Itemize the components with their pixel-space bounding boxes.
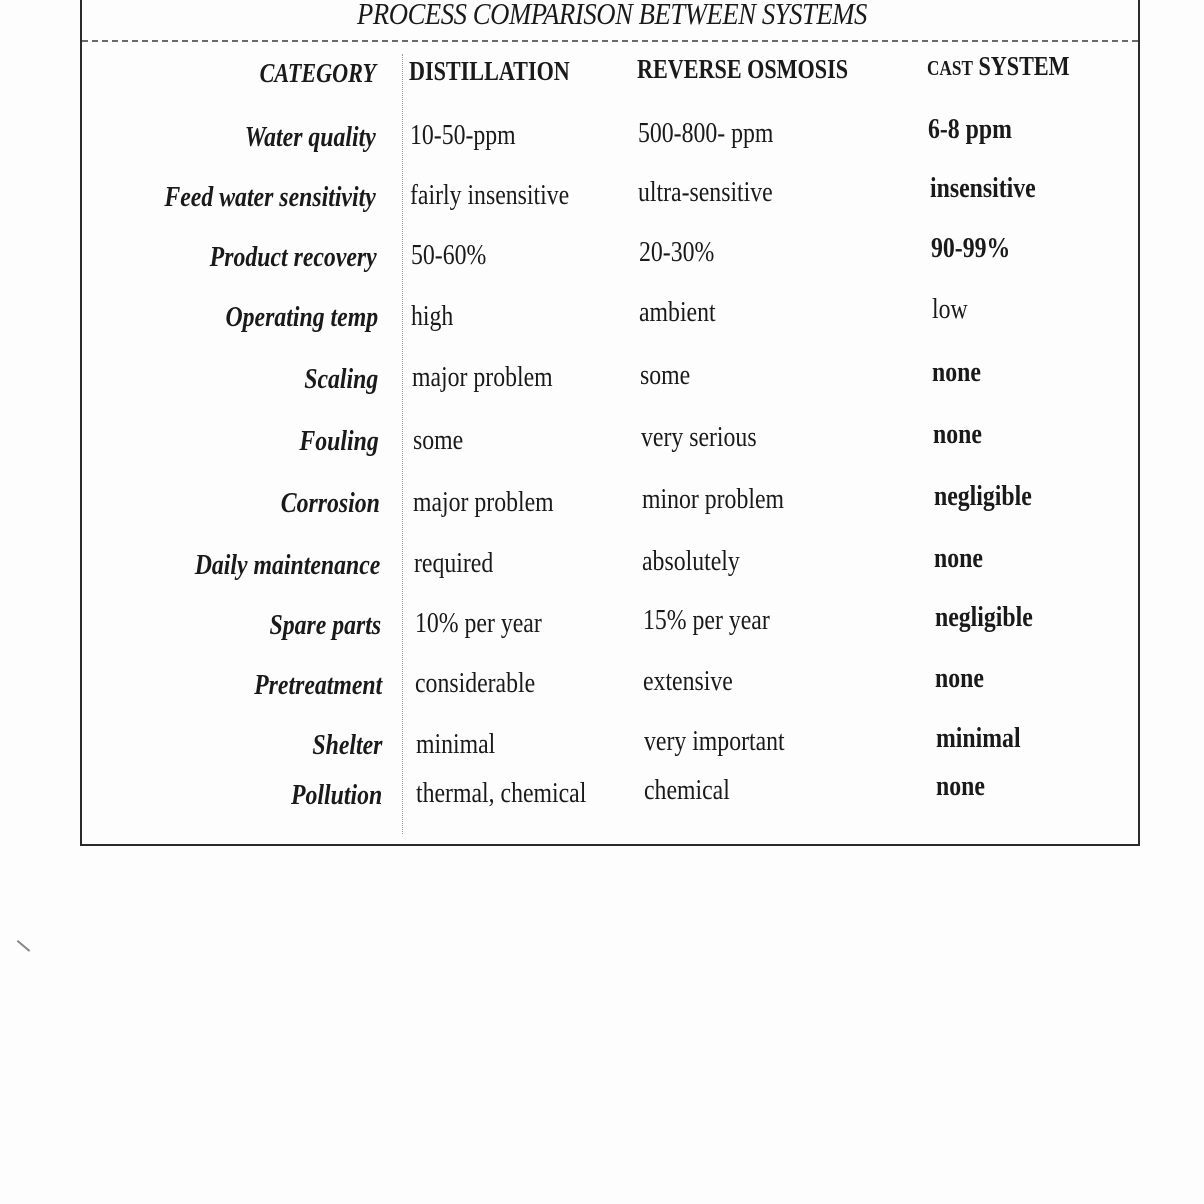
row-cast: negligible <box>935 601 1033 633</box>
row-cast: low <box>932 293 968 325</box>
row-cast: 6-8 ppm <box>928 113 1012 145</box>
row-distillation: fairly insensitive <box>410 179 570 211</box>
row-category: Feed water sensitivity <box>164 181 376 213</box>
row-distillation: major problem <box>412 361 553 393</box>
row-reverse-osmosis: very serious <box>641 421 757 453</box>
row-distillation: major problem <box>413 486 554 518</box>
row-category: Spare parts <box>269 609 381 641</box>
row-reverse-osmosis: ambient <box>639 296 716 328</box>
row-category: Daily maintenance <box>194 549 380 581</box>
title-divider <box>82 40 1138 42</box>
row-reverse-osmosis: 20-30% <box>639 236 715 268</box>
row-reverse-osmosis: very important <box>644 725 785 757</box>
row-cast: insensitive <box>930 172 1036 204</box>
row-cast: none <box>935 662 984 694</box>
row-cast: none <box>933 418 982 450</box>
row-category: Corrosion <box>280 487 380 519</box>
header-cast-suffix: SYSTEM <box>972 51 1070 81</box>
row-cast: 90-99% <box>931 232 1011 264</box>
row-distillation: minimal <box>416 728 496 760</box>
row-category: Shelter <box>311 729 382 761</box>
row-distillation: 10% per year <box>415 607 542 639</box>
row-distillation: some <box>413 424 464 456</box>
row-category: Fouling <box>299 425 379 457</box>
scan-mark <box>17 940 31 952</box>
row-category: Pretreatment <box>253 669 382 701</box>
row-reverse-osmosis: some <box>640 359 691 391</box>
row-cast: none <box>936 770 985 802</box>
row-reverse-osmosis: 15% per year <box>643 604 770 636</box>
row-reverse-osmosis: ultra-sensitive <box>638 176 773 208</box>
row-distillation: considerable <box>415 667 536 699</box>
row-cast: negligible <box>934 480 1032 512</box>
header-distillation: DISTILLATION <box>409 56 570 86</box>
row-category: Scaling <box>303 363 378 395</box>
row-category: Water quality <box>244 121 376 153</box>
row-reverse-osmosis: absolutely <box>642 545 740 577</box>
row-cast: none <box>932 356 981 388</box>
row-cast: none <box>934 542 983 574</box>
row-category: Product recovery <box>209 241 377 273</box>
row-category: Operating temp <box>225 301 378 333</box>
row-reverse-osmosis: chemical <box>644 774 730 806</box>
row-cast: minimal <box>936 722 1021 754</box>
row-category: Pollution <box>290 779 382 811</box>
row-distillation: 10-50-ppm <box>410 119 516 151</box>
row-distillation: 50-60% <box>411 239 487 271</box>
header-cast-system <box>927 49 1070 85</box>
header-reverse-osmosis: REVERSE OSMOSIS <box>637 54 849 84</box>
comparison-table <box>80 0 1140 846</box>
row-distillation: high <box>411 300 454 332</box>
row-reverse-osmosis: extensive <box>643 665 733 697</box>
row-distillation: required <box>414 547 494 579</box>
header-cast-prefix: CAST <box>927 56 973 80</box>
category-column-divider <box>402 54 403 834</box>
row-reverse-osmosis: minor problem <box>642 483 785 515</box>
table-title: PROCESS COMPARISON BETWEEN SYSTEMS <box>357 0 867 31</box>
header-category: CATEGORY <box>259 58 376 88</box>
row-reverse-osmosis: 500-800- ppm <box>638 117 774 149</box>
row-distillation: thermal, chemical <box>416 777 587 809</box>
